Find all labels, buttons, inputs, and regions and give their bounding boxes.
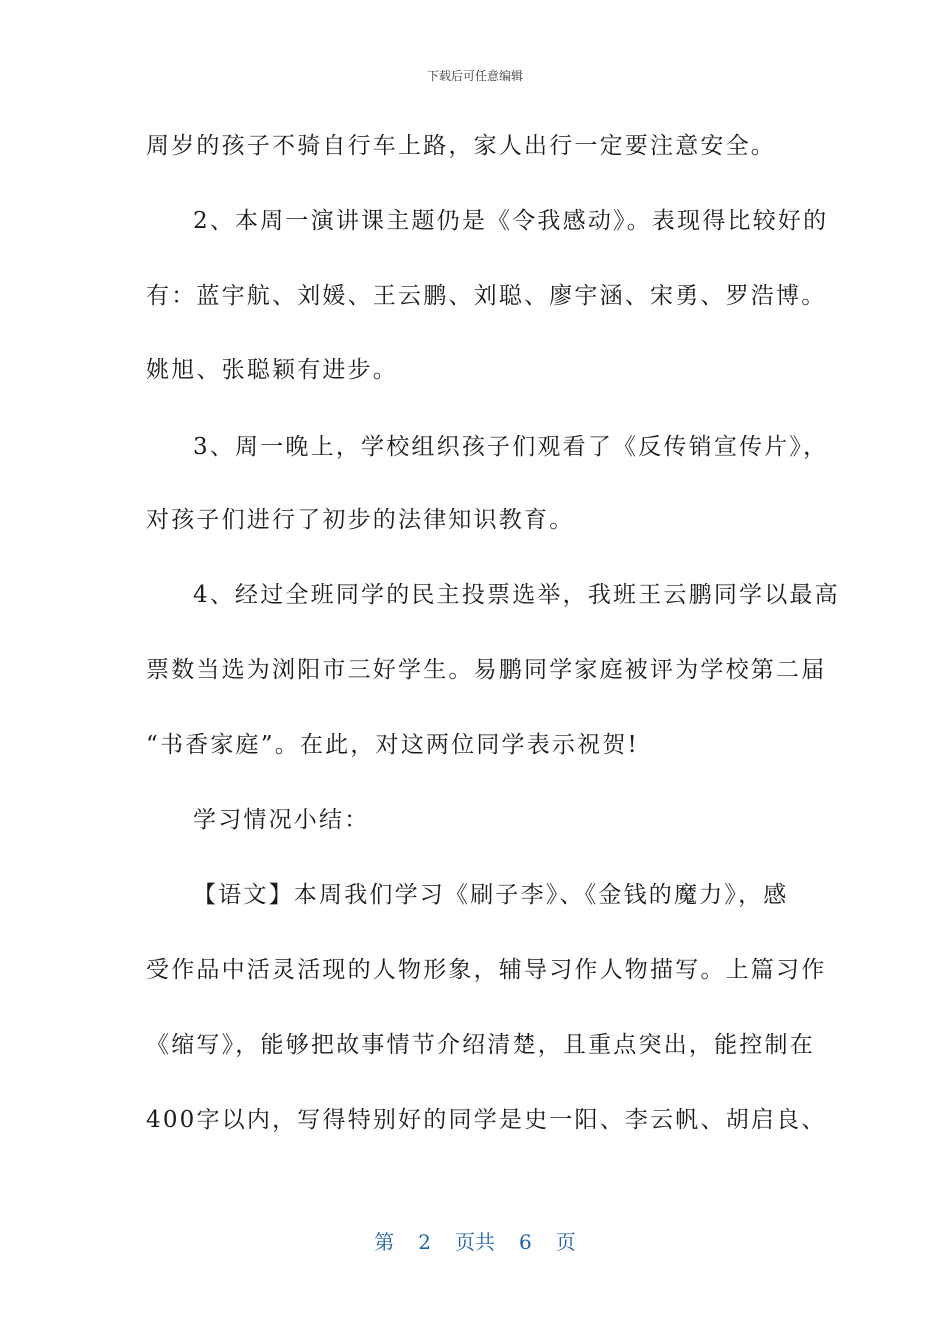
page-number-footer <box>0 1226 950 1255</box>
body-line-4: 姚旭、张聪颖有进步。 <box>146 357 398 383</box>
body-line-5: 3、周一晚上，学校组织孩子们观看了《反传销宣传片》， <box>193 434 829 460</box>
header-note: 下载后可任意编辑 <box>426 69 523 83</box>
current-page-number: 2 <box>418 1230 431 1254</box>
body-line-9: “书香家庭”。在此，对这两位同学表示祝贺! <box>146 732 639 758</box>
body-line-8: 票数当选为浏阳市三好学生。易鹏同学家庭被评为学校第二届 <box>146 657 827 683</box>
total-pages-number: 6 <box>519 1230 532 1254</box>
body-line-14: 400字以内，写得特别好的同学是史一阳、李云帆、胡启良、 <box>146 1107 827 1133</box>
body-line-11: 【语文】本周我们学习《刷子李》、《金钱的魔力》，感 <box>193 882 789 908</box>
body-line-6: 对孩子们进行了初步的法律知识教育。 <box>146 507 575 533</box>
body-line-2: 2、本周一演讲课主题仍是《令我感动》。表现得比较好的 <box>193 208 829 234</box>
page-mid-text: 页共 <box>455 1230 495 1254</box>
section-heading: 学习情况小结： <box>193 807 370 833</box>
page-suffix: 页 <box>555 1230 576 1254</box>
body-line-3: 有：蓝宇航、刘媛、王云鹏、刘聪、廖宇涵、宋勇、罗浩博。 <box>146 283 827 309</box>
body-line-12: 受作品中活灵活现的人物形象，辅导习作人物描写。上篇习作 <box>146 957 827 983</box>
body-line-7: 4、经过全班同学的民主投票选举，我班王云鹏同学以最高 <box>193 582 840 608</box>
body-line-1: 周岁的孩子不骑自行车上路，家人出行一定要注意安全。 <box>146 133 776 159</box>
body-line-13: 《缩写》，能够把故事情节介绍清楚，且重点突出，能控制在 <box>146 1032 815 1058</box>
page-prefix: 第 <box>374 1230 395 1254</box>
